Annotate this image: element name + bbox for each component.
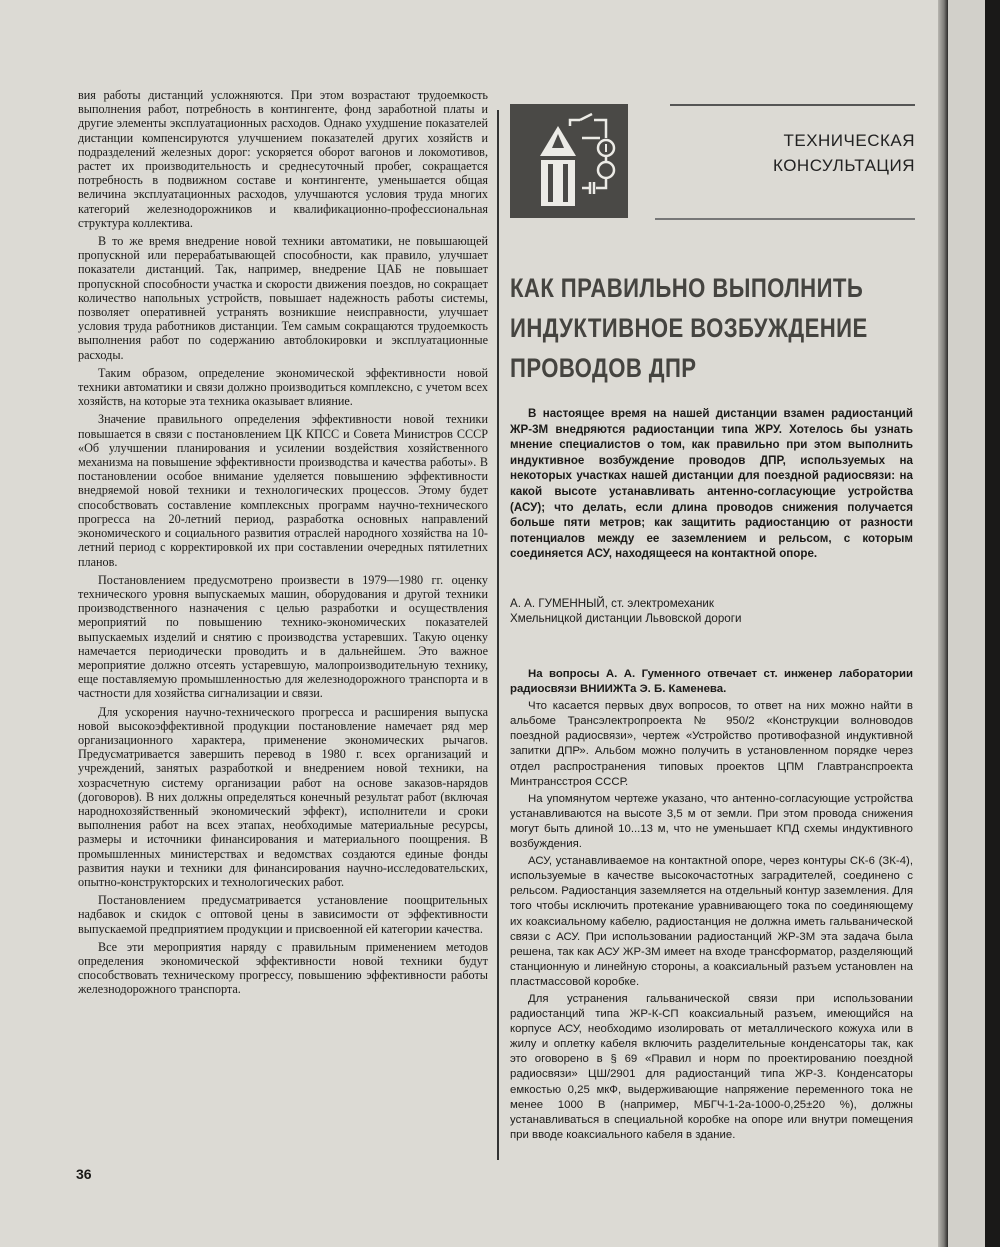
paragraph: вия работы дистанций усложняются. При этом возрастают трудоемкость выполнения работ, потребность в контингенте, фонд заработной платы и другие элементы эксплуатационных расходов. Однако ухудшение показателей дистанции компенсируются улучшением показателей других хозяйств и подразделений железных дорог: ускоряется оборот вагонов и локомотивов, растет их производительность и среднесуточный пробег, сокращается потребность в подвижном составе и контингенте, уменьшается общая величина эксплуатационных расходов, улучшаются условия труда многих категорий железнодорожников и квалификационно-профессиональная структура коллектива. [78, 88, 488, 230]
headline-line: КАК ПРАВИЛЬНО ВЫПОЛНИТЬ [510, 273, 864, 303]
page-number: 36 [76, 1166, 92, 1182]
author-name: А. А. ГУМЕННЫЙ, ст. электромеханик [510, 597, 714, 610]
answer-intro: На вопросы А. А. Гуменного отвечает ст. инженер лаборатории радиосвязи ВНИИЖТа Э. Б. Каменева. [510, 668, 913, 696]
circuit-pencil-icon [510, 104, 628, 218]
rubric-top-rule [670, 104, 915, 106]
reader-question [510, 406, 913, 562]
paragraph: Все эти мероприятия наряду с правильным применением методов определения экономической эффективности новой техники будут способствовать техническому прогрессу, повышению эффективности работы железнодорожного транспорта. [78, 939, 488, 997]
page-spine-shadow [938, 0, 948, 1247]
scan-background-edge [985, 0, 1000, 1247]
paragraph: Постановлением предусматривается установление поощрительных надбавок и скидок с оптовой цены в зависимости от эффективности выпускаемой предприятием продукции и присвоенной ей категории качества. [78, 893, 488, 936]
column-divider [497, 110, 499, 1160]
paragraph: На упомянутом чертеже указано, что антенно-согласующие устройства устанавливаются на высоте 3,5 м от земли. При этом провода снижения могут быть длиной 10...13 м, что не уменьшает КПД схемы индуктивного возбуждения. [510, 792, 913, 851]
author-organization: Хмельницкой дистанции Львовской дороги [510, 612, 742, 625]
rubric-bottom-rule [655, 218, 915, 220]
question-author [510, 596, 913, 626]
headline-line: ПРОВОДОВ ДПР [510, 353, 697, 383]
expert-answer [510, 667, 913, 1145]
left-article-column [78, 88, 488, 1001]
headline-line: ИНДУКТИВНОЕ ВОЗБУЖДЕНИЕ [510, 313, 868, 343]
paragraph: Постановлением предусмотрено произвести в 1979—1980 гг. оценку технического уровня выпускаемых машин, оборудования и другой техники производственного назначения с целью разработки и осуществления мероприятий по повышению технико-экономических показателей выпускаемых изделий и снятию с производства устаревших. Такую оценку намечается периодически проводить и в дальнейшем. Это важное мероприятие должно отсеять устаревшую, малопроизводительную технику, еще поставляемую промышленностью для железнодорожного транспорта и в частности для хозяйства сигнализации и связи. [78, 572, 488, 701]
rubric-line: КОНСУЛЬТАЦИЯ [773, 156, 915, 175]
rubric-title [700, 128, 915, 178]
paragraph: Значение правильного определения эффективности новой техники повышается в связи с постановлением ЦК КПСС и Совета Министров СССР «Об улучшении планирования и усилении воздействия хозяйственного механизма на повышение эффективности производства и качества работы». В постановлении особое внимание уделяется повышению эффективности внедряемой новой техники и технологических процессов. Этому будет способствовать составление комплексных программ научно-технического прогресса на 20-летний период, разработка основных направлений экономического и социального развития отраслей народного хозяйства на 10-летний период с корректировкой их при составлении очередных пятилетних планов. [78, 412, 488, 569]
paragraph: В то же время внедрение новой техники автоматики, не повышающей пропускной или перерабатывающей способности, как правило, улучшает показатели дистанций. Так, например, внедрение ЦАБ не повышает пропускной способности участка и скорости движения поездов, но сокращает количество напольных устройств, повышает надежность работы системы, позволяет оперативней устранять возникшие неисправности, улучшает условия труда работников дистанции. Тем самым сокращаются трудоемкость выполнения работ по содержанию автоблокировки и эксплуатационные расходы. [78, 234, 488, 362]
paragraph: Для ускорения научно-технического прогресса и расширения выпуска новой высокоэффективной продукции постановление намечает ряд мер организационного характера, применение экономических рычагов. Предусматривается завершить перевод в 1980 г. всех организаций и учреждений, занятых разработкой и внедрением новой техники, на хозрасчетную систему организации работ на основе заказов-нарядов (договоров). В них должны определяться конечный результат работ (включая народнохозяйственный экономический эффект), исполнители и сроки выполнения работ на всех этапах, необходимые материальные ресурсы, размеры и источники финансирования и материального поощрения. В промышленных министерствах и ведомствах создаются единые фонды развития науки и техники для финансирования научно-исследовательских, опытно-конструкторских и технологических работ. [78, 704, 488, 889]
question-text: В настоящее время на нашей дистанции взамен радиостанций ЖР-3М внедряются радиостанции типа ЖРУ. Хотелось бы узнать мнение специалистов о том, как правильно при этом выполнить индуктивное возбуждение проводов ДПР, используемых на некоторых участках нашей дистанции для поездной радиосвязи: на какой высоте устанавливать антенно-согласующие устройства (АСУ); что делать, если длина проводов снижения получается больше пяти метров; как защитить радиостанцию от разности потенциалов между ее заземлением и рельсом, с которым соединяется АСУ, находящееся на контактной опоре. [510, 407, 913, 561]
paragraph: Таким образом, определение экономической эффективности новой техники автоматики и связи должно производиться комплексно, с учетом всех хозяйств, на которые эта техника оказывает влияние. [78, 365, 488, 409]
article-headline [510, 268, 920, 388]
rubric-logo [510, 104, 628, 218]
paragraph: АСУ, устанавливаемое на контактной опоре, через контуры СК-6 (ЗК-4), используемые в качестве высокочастотных заградителей, соединено с рельсом. Радиостанция заземляется на отдельный контур заземления. Для того чтобы исключить протекание уравнивающего тока по соединяющему их коаксиальному кабелю, радиостанция не должна иметь гальванической связи с АСУ. При использовании радиостанций ЖР-3М эта задача была решена, так как АСУ ЖР-3М имеет на входе трансформатор, разделяющий станционную и линейную стороны, а коаксиальный разъем установлен на пластмассовой коробке. [510, 855, 913, 988]
rubric-line: ТЕХНИЧЕСКАЯ [783, 131, 915, 150]
paragraph: Для устранения гальванической связи при использовании радиостанций типа ЖР-К-СП коаксиальный разъем, имеющийся на корпусе АСУ, необходимо изолировать от металлического кожуха или в жилу и оплетку кабеля включить разделительные конденсаторы так, как это оговорено в § 69 «Правил и норм по проектированию поездной радиосвязи» ЦШ/2901 для радиостанций типа ЖР-3. Конденсаторы емкостью 0,25 мкФ, выдерживающие напряжение переменного тока не менее 1000 В (например, МБГЧ-1-2а-1000-0,25±20 %), должны устанавливаться в специальной коробке на опоре или внутри помещения при вводе коаксиального кабеля в здание. [510, 992, 913, 1141]
paragraph: Что касается первых двух вопросов, то ответ на них можно найти в альбоме Трансэлектропроекта № 950/2 «Конструкции волноводов поездной радиосвязи», чертеж «Устройство противофазной индуктивной запитки ДПР». Альбом можно получить в установленном порядке через отдел распространения типовых проектов ЦПМ Главтранспроекта Минтрансстроя СССР. [510, 700, 913, 788]
